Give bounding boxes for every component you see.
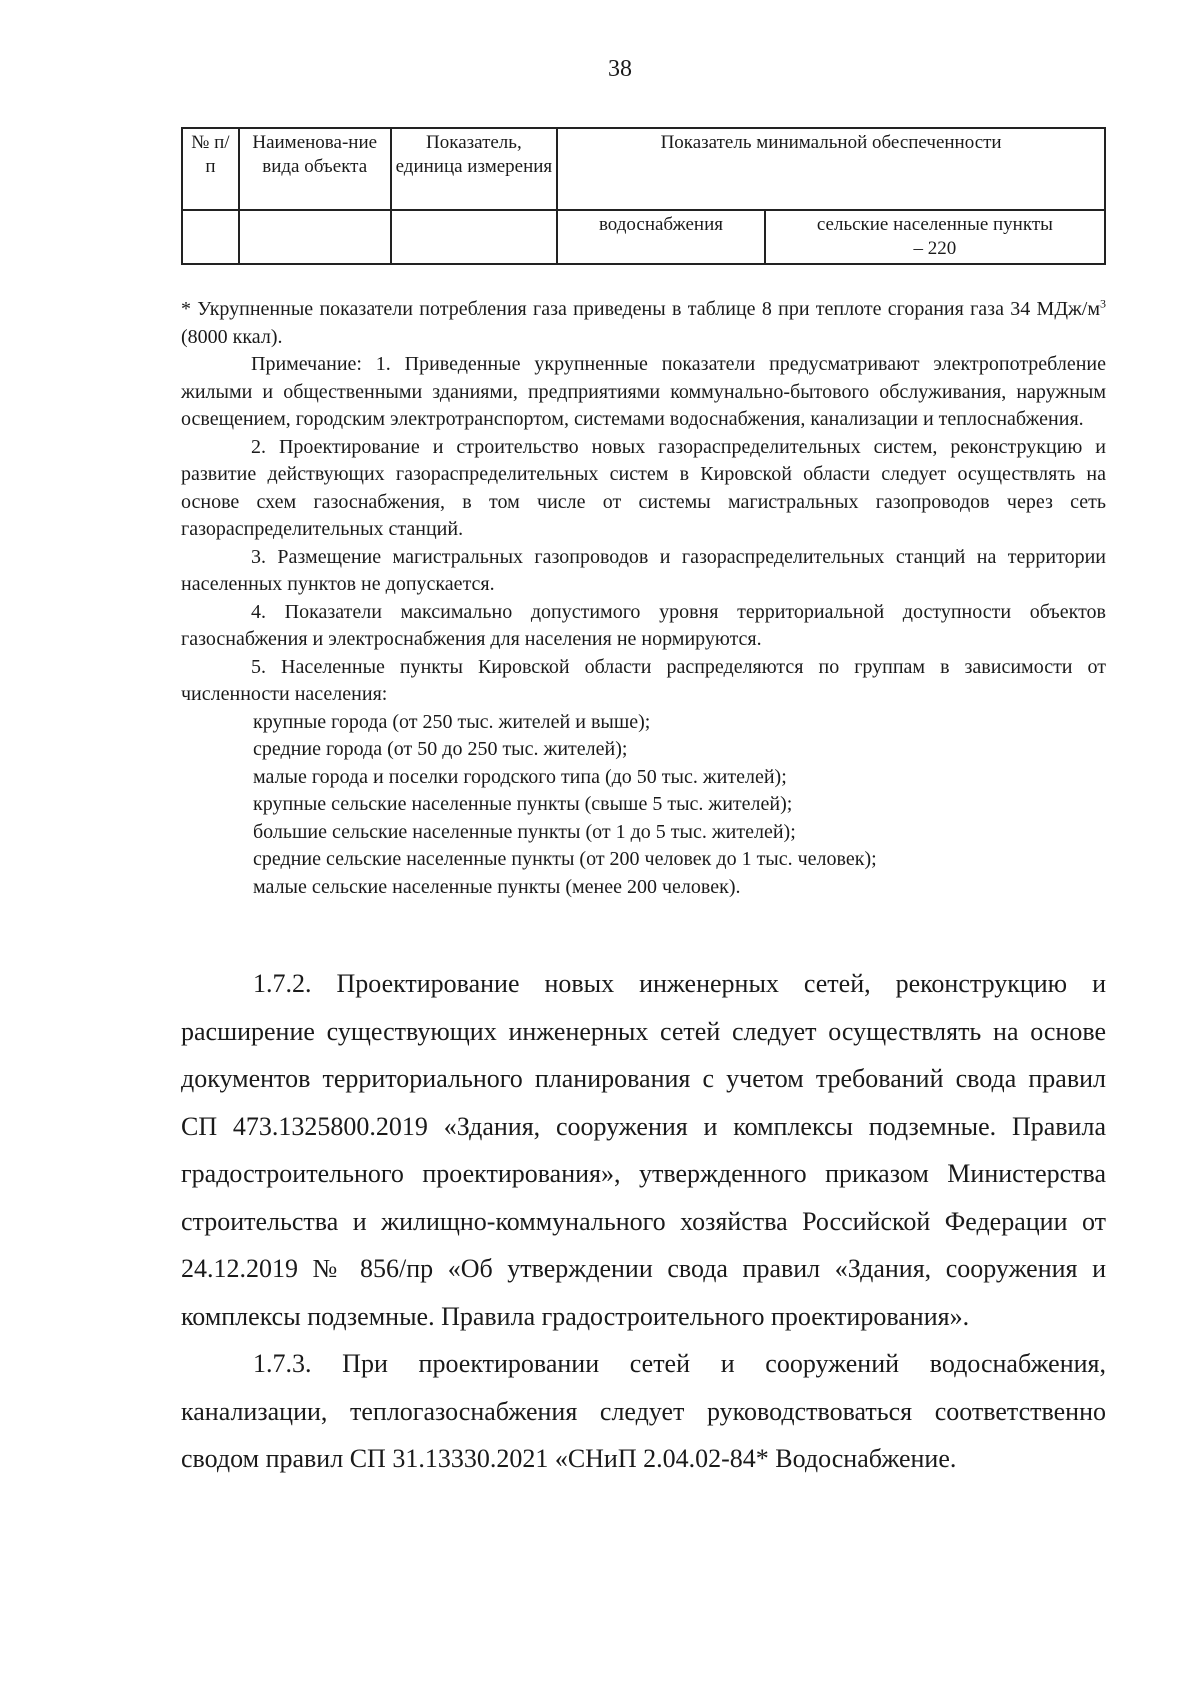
list-item: средние города (от 50 до 250 тыс. жителей); — [253, 738, 628, 760]
gas-footnote-text: * Укрупненные показатели потребления газа приведены в таблице 8 при теплоте сгорания газа 34 МДж/м — [181, 298, 1100, 320]
table-header-row — [182, 128, 1105, 210]
list-item: крупные сельские населенные пункты (свыше 5 тыс. жителей); — [253, 793, 793, 815]
note-5: 5. Населенные пункты Кировской области распределяются по группам в зависимости от численности населения: — [181, 655, 1106, 705]
gas-footnote-tail: (8000 ккал). — [181, 325, 283, 348]
header-number: № п/п — [182, 128, 239, 210]
cell-object-type — [239, 210, 391, 264]
list-item: малые сельские населенные пункты (менее 200 человек). — [253, 875, 741, 898]
note-3: 3. Размещение магистральных газопроводов и газораспределительных станций на территории населенных пунктов не допускается. — [181, 545, 1106, 595]
gas-footnote — [181, 296, 1106, 351]
header-indicator-unit: Показатель, единица измерения — [391, 128, 558, 210]
header-min-provision: Показатель минимальной обеспеченности — [557, 128, 1105, 210]
gas-footnote-superscript: 3 — [1100, 296, 1106, 311]
note-2: 2. Проектирование и строительство новых газораспределительных систем, реконструкцию и развитие действующих газораспределительных систем в Кировской области следует осуществлять на основе схем газоснабжения, в том числе от системы магистральных газопроводов через сеть газораспределительных станций. — [181, 435, 1106, 540]
cell-rural-settlements: сельские населенные пункты – 220 — [765, 210, 1105, 264]
cell-number — [182, 210, 239, 264]
list-item: большие сельские населенные пункты (от 1 до 5 тыс. жителей); — [253, 820, 796, 843]
notes-section — [181, 296, 1106, 901]
table-row — [182, 210, 1105, 264]
paragraph-1-7-2: 1.7.2. Проектирование новых инженерных сетей, реконструкцию и расширение существующих инженерных сетей следует осуществлять на основе документов территориального планирования с учетом требований свода правил СП 473.1325800.2019 «Здания, сооружения и комплексы подземные. Правила градостроительного проектирования», утвержденного приказом Министерства строительства и жилищно-коммунального хозяйства Российской Федерации от 24.12.2019 № 856/пр «Об утверждении свода правил «Здания, сооружения и комплексы подземные. Правила градостроительного проектирования». — [181, 969, 1106, 1331]
main-text — [181, 960, 1106, 1483]
paragraph-1-7-3: 1.7.3. При проектировании сетей и сооружений водоснабжения, канализации, теплогазоснабжения следует руководствоваться соответственно сводом правил СП 31.13330.2021 «СНиП 2.04.02-84* Водоснабжение. — [181, 1349, 1106, 1473]
note-4: 4. Показатели максимально допустимого уровня территориальной доступности объектов газоснабжения и электроснабжения для населения не нормируются. — [181, 600, 1106, 650]
note-1: Примечание: 1. Приведенные укрупненные показатели предусматривают электропотребление жилыми и общественными зданиями, предприятиями коммунально-бытового обслуживания, наружным освещением, городским электротранспортом, системами водоснабжения, канализации и теплоснабжения. — [181, 353, 1106, 430]
header-object-type: Наименова-ние вида объекта — [239, 128, 391, 210]
cell-indicator-unit — [391, 210, 558, 264]
list-item: малые города и поселки городского типа (до 50 тыс. жителей); — [253, 765, 787, 788]
list-item: крупные города (от 250 тыс. жителей и выше); — [253, 710, 651, 733]
cell-water-supply: водоснабжения — [557, 210, 765, 264]
indicator-table — [181, 127, 1106, 265]
page-number: 38 — [608, 56, 632, 82]
list-item: средние сельские населенные пункты (от 200 человек до 1 тыс. человек); — [253, 848, 877, 870]
